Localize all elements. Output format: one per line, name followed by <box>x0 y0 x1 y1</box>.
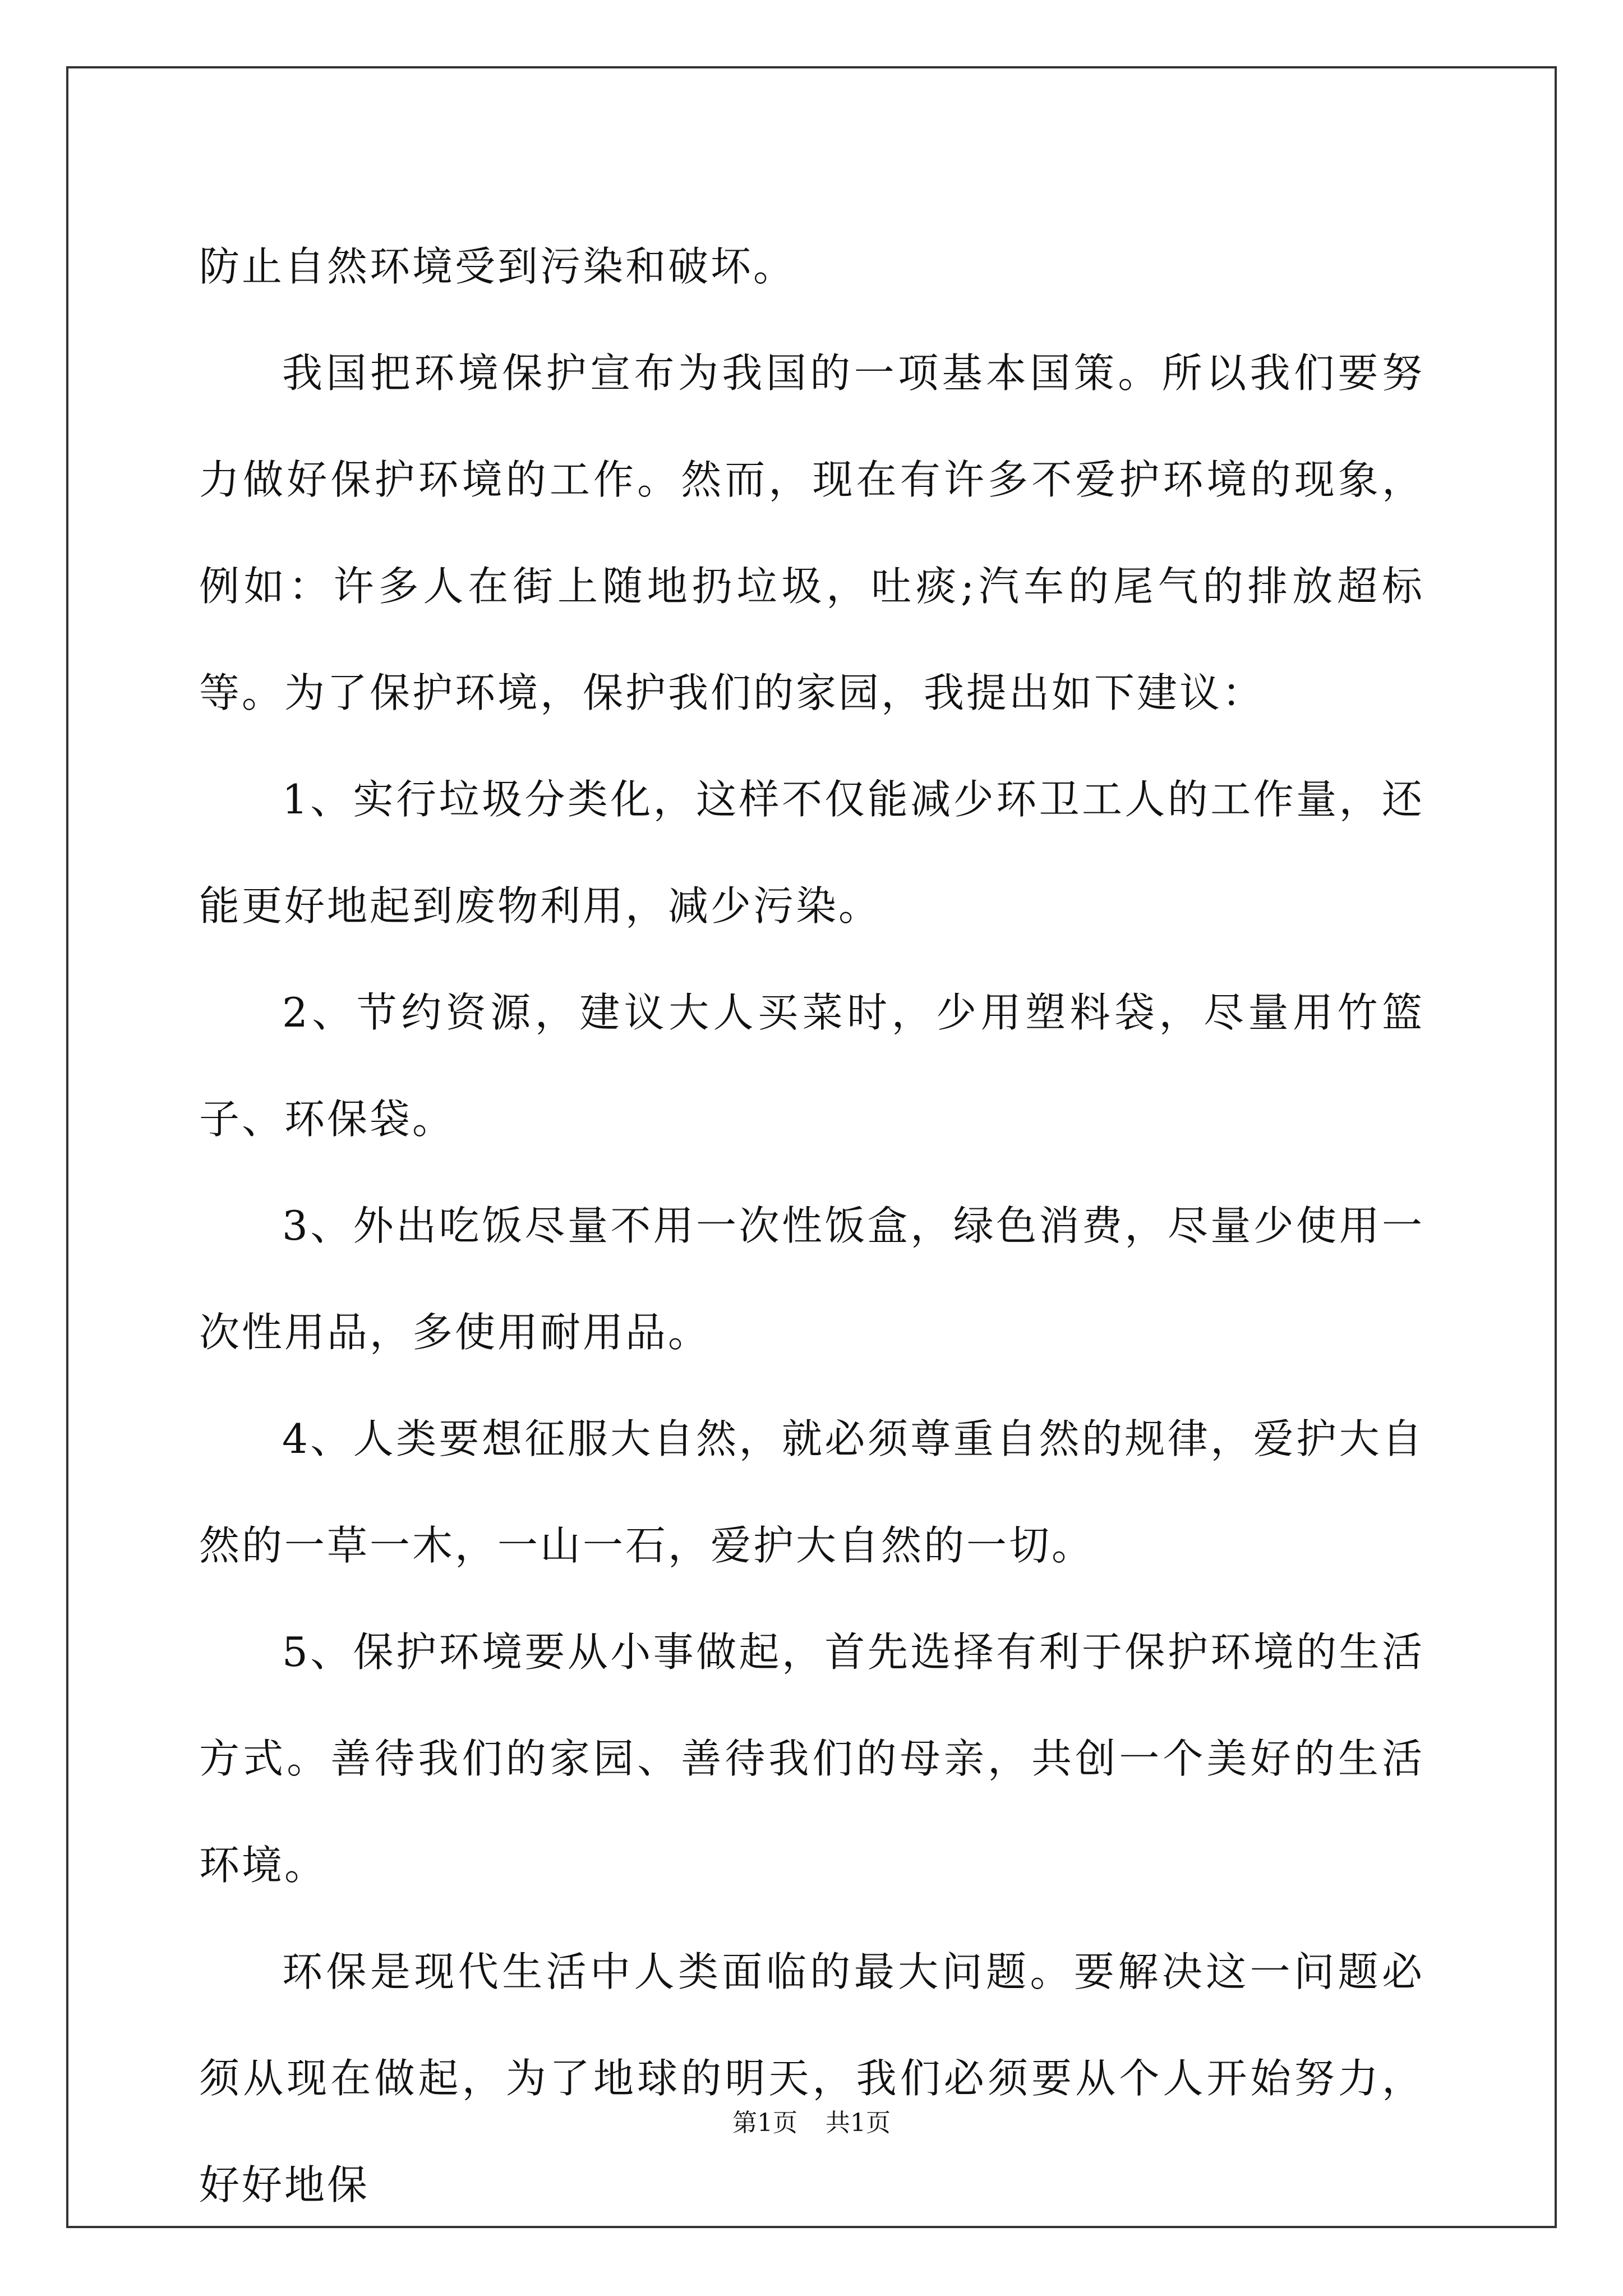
page-number: 第1页 <box>732 2109 797 2137</box>
paragraph: 3、外出吃饭尽量不用一次性饭盒，绿色消费，尽量少使用一次性用品，多使用耐用品。 <box>199 1202 1424 1356</box>
page-total: 共1页 <box>826 2109 891 2137</box>
paragraph: 我国把环境保护宣布为我国的一项基本国策。所以我们要努力做好保护环境的工作。然而，现在有许多不爱护环境的现象，例如：许多人在街上随地扔垃圾，吐痰;汽车的尾气的排放超标等。为了保护环境，保护我们的家园，我提出如下建议： <box>199 349 1424 716</box>
paragraph: 4、人类要想征服大自然，就必须尊重自然的规律，爱护大自然的一草一木，一山一石，爱护大自然的一切。 <box>199 1415 1424 1569</box>
paragraph: 防止自然环境受到污染和破坏。 <box>199 243 796 290</box>
paragraph: 1、实行垃圾分类化，这样不仅能减少环卫工人的工作量，还能更好地起到废物利用，减少污染。 <box>199 776 1424 930</box>
paragraph: 5、保护环境要从小事做起，首先选择有利于保护环境的生活方式。善待我们的家园、善待我们的母亲，共创一个美好的生活环境。 <box>199 1628 1424 1889</box>
document-body <box>199 213 1424 2238</box>
paragraph: 2、节约资源，建议大人买菜时，少用塑料袋，尽量用竹篮子、环保袋。 <box>199 989 1424 1143</box>
page-footer <box>0 2106 1623 2140</box>
paragraph: 环保是现代生活中人类面临的最大问题。要解决这一问题必须从现在做起，为了地球的明天，我们必须要从个人开始努力，好好地保 <box>199 1948 1424 2208</box>
